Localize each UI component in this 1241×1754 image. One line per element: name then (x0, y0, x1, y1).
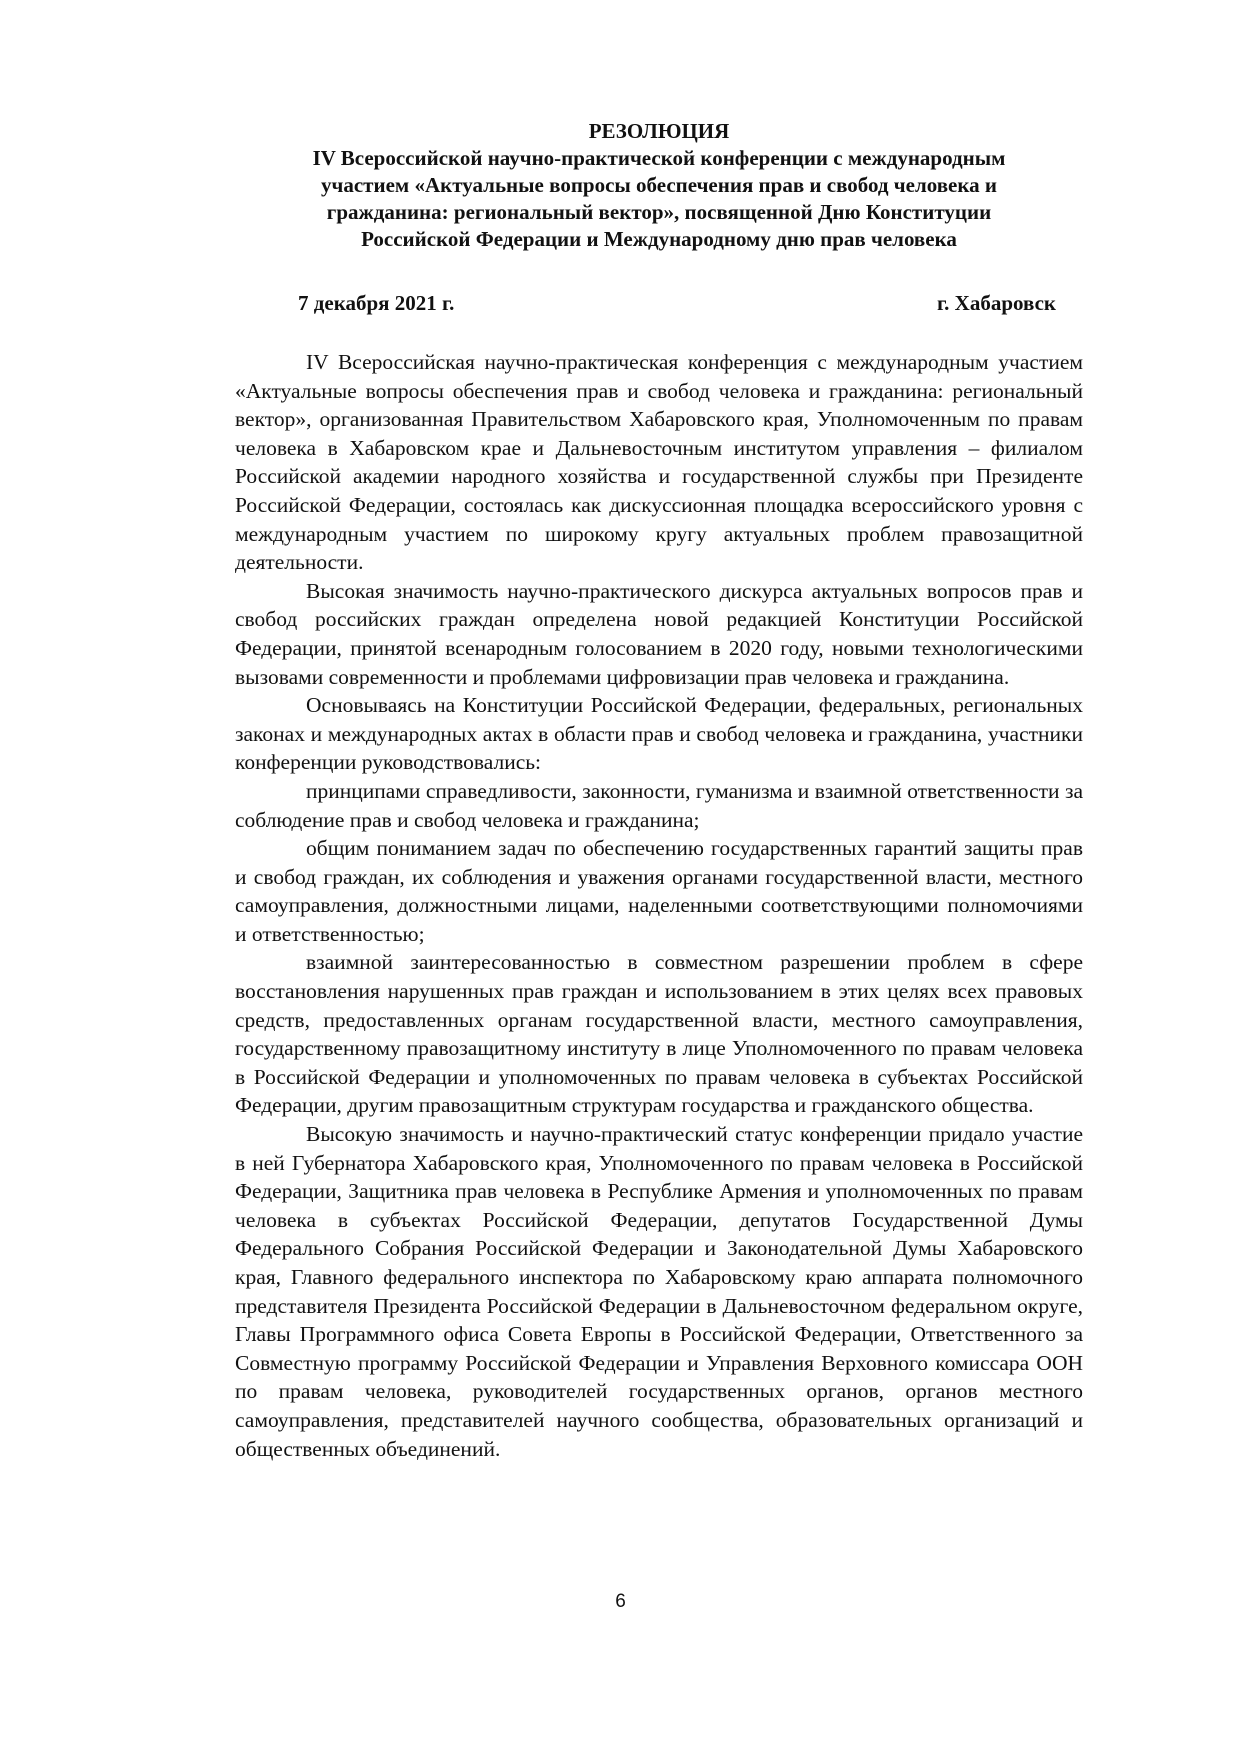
document-date: 7 декабря 2021 г. (298, 291, 455, 315)
title-line: IV Всероссийской научно-практической конференции с международным (312, 146, 1006, 170)
title-line: гражданина: региональный вектор», посвященной Дню Конституции (326, 200, 992, 224)
resolution-body (235, 348, 1083, 1463)
paragraph: Высокая значимость научно-практического дискурса актуальных вопросов прав и свобод российских граждан определена новой редакцией Конституции Российской Федерации, принятой всенародным голосованием в 2020 году, новыми технологическими вызовами современности и проблемами цифровизации прав человека и гражданина. (235, 578, 1083, 689)
title-line: участием «Актуальные вопросы обеспечения прав и свобод человека и (321, 173, 997, 197)
title-line: Российской Федерации и Международному дню прав человека (361, 227, 957, 251)
document-place: г. Хабаровск (936, 291, 1056, 315)
paragraph: Основываясь на Конституции Российской Федерации, федеральных, региональных законах и международных актах в области прав и свобод человека и гражданина, участники конференции руководствовались: (235, 693, 1083, 775)
page-number: 6 (615, 1591, 626, 1612)
paragraph: Высокую значимость и научно-практический статус конференции придало участие в ней Губернатора Хабаровского края, Уполномоченного по правам человека в Российской Федерации, Защитника прав человека в Республике Армения и уполномоченных по правам человека в субъектах Российской Федерации, депутатов Государственной Думы Федерального Собрания Российской Федерации и Законодательной Думы Хабаровского края, Главного федерального инспектора по Хабаровскому краю аппарата полномочного представителя Президента Российской Федерации в Дальневосточном федеральном округе, Главы Программного офиса Совета Европы в Российской Федерации, Ответственного за Совместную программу Российской Федерации и Управления Верховного комиссара ООН по правам человека, руководителей государственных органов, органов местного самоуправления, представителей научного сообщества, образовательных организаций и общественных объединений. (235, 1122, 1083, 1461)
paragraph: принципами справедливости, законности, гуманизма и взаимной ответственности за соблюдение прав и свобод человека и гражданина; (235, 778, 1083, 832)
document-title: РЕЗОЛЮЦИЯ (588, 119, 730, 143)
paragraph: общим пониманием задач по обеспечению государственных гарантий защиты прав и свобод граждан, их соблюдения и уважения органами государственной власти, местного самоуправления, должностными лицами, наделенными соответствующими полномочиями и ответственностью; (235, 836, 1083, 946)
paragraph: IV Всероссийская научно-практическая конференция с международным участием «Актуальные вопросы обеспечения прав и свобод человека и гражданина: региональный вектор», организованная Правительством Хабаровского края, Уполномоченным по правам человека в Хабаровском крае и Дальневосточным институтом управления – филиалом Российской академии народного хозяйства и государственной службы при Президенте Российской Федерации, состоялась как дискуссионная площадка всероссийского уровня с международным участием по широкому кругу актуальных проблем правозащитной деятельности. (235, 350, 1083, 575)
resolution-header (235, 118, 1083, 253)
paragraph: взаимной заинтересованностью в совместном разрешении проблем в сфере восстановления нарушенных прав граждан и использованием в этих целях всех правовых средств, предоставленных органам государственной власти, местного самоуправления, государственному правозащитному институту в лице Уполномоченного по правам человека в Российской Федерации и уполномоченных по правам человека в субъектах Российской Федерации, другим правозащитным структурам государства и гражданского общества. (235, 950, 1083, 1118)
